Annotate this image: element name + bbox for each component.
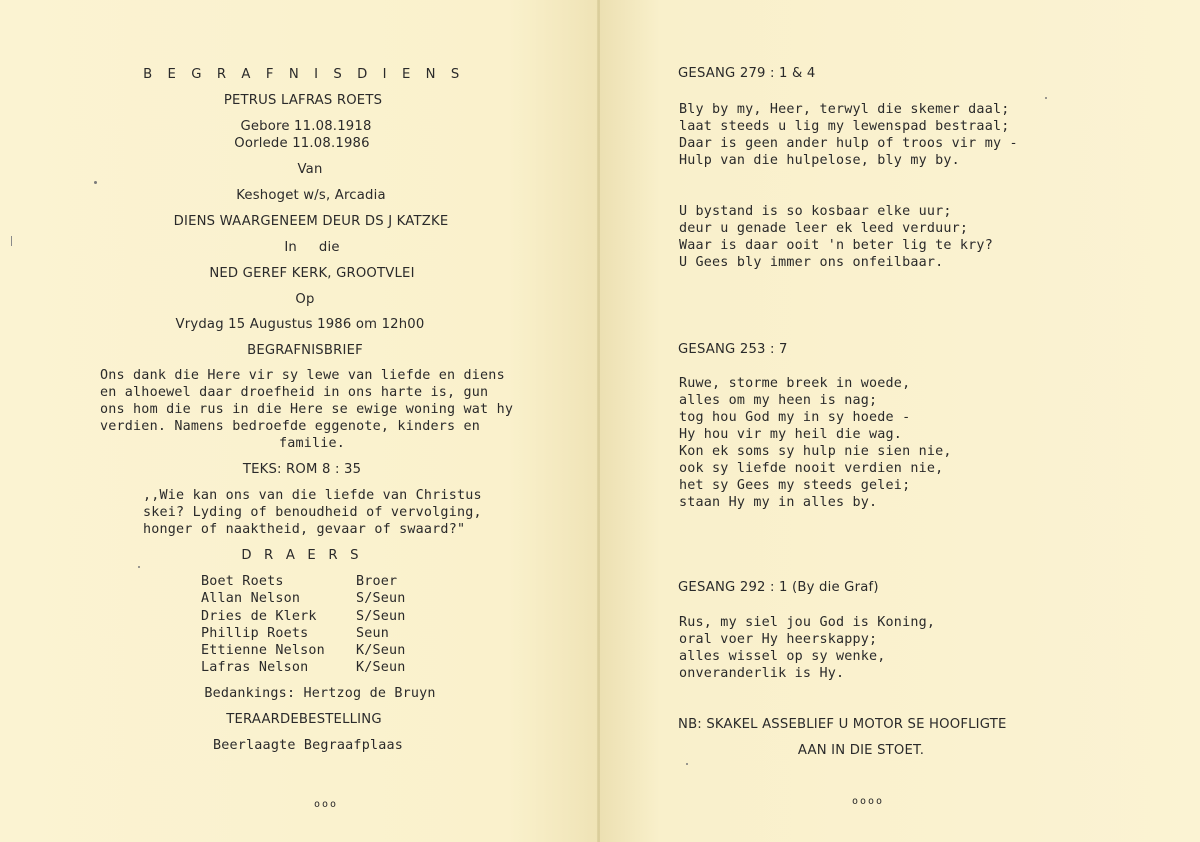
hymn-1-title: GESANG 279 : 1 & 4 [678,66,816,81]
bearer-relation: Broer [356,574,398,589]
burial-heading: TERAARDEBESTELLING [226,712,382,727]
hymn-line: Waar is daar ooit 'n beter lig te kry? [679,238,993,253]
hymn-line: Hulp van die hulpelose, bly my by. [679,153,960,168]
headlights-note-cont: AAN IN DIE STOET. [797,743,925,758]
bearer-relation: S/Seun [356,591,406,606]
deceased-name: PETRUS LAFRAS ROETS [223,93,383,108]
left-page [0,0,598,842]
hymn-line: laat steeds u lig my lewenspad bestraal; [679,119,1010,134]
service-datetime: Vrydag 15 Augustus 1986 om 12h00 [175,317,425,332]
hymn-line: deur u genade leer ek leed verduur; [679,221,969,236]
bearer-name: Dries de Klerk [201,609,317,624]
end-mark: ooo [313,799,339,810]
paper-speck [686,763,688,765]
quote-line: skei? Lyding of benoudheid of vervolging, [143,505,482,520]
in-die-label: In die [284,240,340,255]
bearer-name: Boet Roets [201,574,284,589]
church: NED GEREF KERK, GROOTVLEI [209,266,415,281]
hymn-line: U bystand is so kosbaar elke uur; [679,204,952,219]
op-label: Op [295,292,315,307]
hymn-2-title: GESANG 253 : 7 [678,342,788,357]
paper-mark [11,236,12,246]
right-page [600,0,1200,842]
van-label: Van [297,162,323,177]
hymn-line: tog hou God my in sy hoede - [679,410,911,425]
bearer-name: Ettienne Nelson [201,643,325,658]
hymn-line: ook sy liefde nooit verdien nie, [679,461,944,476]
letter-line: familie. [278,436,346,451]
cemetery: Beerlaagte Begraafplaas [212,738,404,753]
service-title: B E G R A F N I S D I E N S [143,67,465,82]
hymn-line: Ruwe, storme breek in woede, [679,376,911,391]
hymn-line: alles om my heen is nag; [679,393,878,408]
hymn-3-title: GESANG 292 : 1 (By die Graf) [678,580,879,595]
quote-line: ,,Wie kan ons van die liefde van Christus [143,488,482,503]
hymn-line: onveranderlik is Hy. [679,666,845,681]
bearers-heading: D R A E R S [241,548,363,563]
bearer-relation: K/Seun [356,660,406,675]
paper-speck [94,181,97,184]
letter-line: en alhoewel daar droefheid in ons harte is, gun [100,385,489,400]
hymn-line: Bly by my, Heer, terwyl die skemer daal; [679,102,1010,117]
address: Keshoget w/s, Arcadia [236,188,386,203]
hymn-line: Kon ek soms sy hulp nie sien nie, [679,444,952,459]
thanks-line: Bedankings: Hertzog de Bruyn [204,686,436,701]
paper-speck [1045,97,1047,99]
letter-heading: BEGRAFNISBRIEF [247,343,363,358]
hymn-line: U Gees bly immer ons onfeilbaar. [679,255,944,270]
hymn-line: alles wissel op sy wenke, [679,649,886,664]
hymn-line: staan Hy my in alles by. [679,495,878,510]
hymn-line: Rus, my siel jou God is Koning, [679,615,936,630]
hymn-line: Hy hou vir my heil die wag. [679,427,903,442]
bearer-relation: K/Seun [356,643,406,658]
bearer-relation: Seun [356,626,390,641]
text-reference: TEKS: ROM 8 : 35 [242,462,362,477]
bearer-name: Allan Nelson [201,591,301,606]
letter-line: ons hom die rus in die Here se ewige woning wat hy [100,402,514,417]
headlights-note: NB: SKAKEL ASSEBLIEF U MOTOR SE HOOFLIGTE [678,717,1007,732]
birth-date: Gebore 11.08.1918 [240,119,372,134]
hymn-line: Daar is geen ander hulp of troos vir my - [679,136,1018,151]
hymn-line: oral voer Hy heerskappy; [679,632,878,647]
quote-line: honger of naaktheid, gevaar of swaard?" [143,522,466,537]
death-date: Oorlede 11.08.1986 [234,136,370,151]
end-mark: oooo [851,796,885,807]
letter-line: verdien. Namens bedroefde eggenote, kinders en [100,419,481,434]
letter-line: Ons dank die Here vir sy lewe van liefde en diens [100,368,505,383]
bearer-name: Lafras Nelson [201,660,309,675]
hymn-line: het sy Gees my steeds gelei; [679,478,911,493]
bearer-name: Phillip Roets [201,626,309,641]
paper-speck [138,566,140,568]
bearer-relation: S/Seun [356,609,406,624]
officiant: DIENS WAARGENEEM DEUR DS J KATZKE [173,214,449,229]
